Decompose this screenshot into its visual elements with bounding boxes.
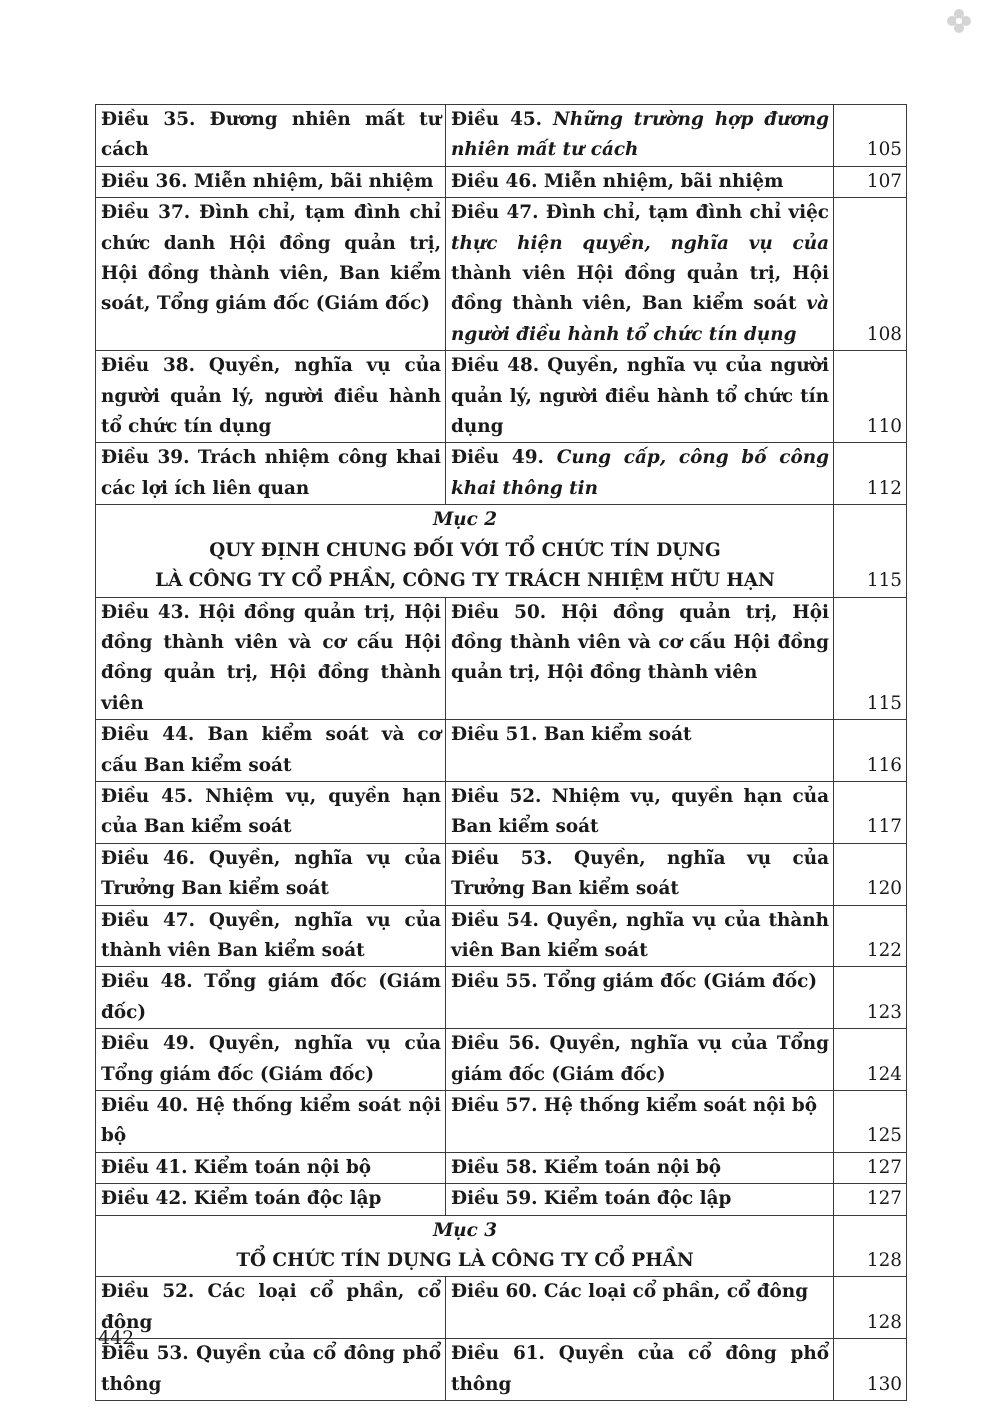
- toc-left-cell: [96, 166, 446, 197]
- toc-right-cell: [446, 1152, 834, 1183]
- article-title: Ban kiểm soát: [537, 724, 692, 746]
- article-title: Đình chỉ, tạm đình chỉ chức danh Hội đồng quản trị, Hội đồng thành viên, Ban kiểm soát, Tổng giám đốc (Giám đốc): [101, 202, 442, 315]
- article-number: Điều 37.: [101, 202, 191, 224]
- article-title: Cung cấp, công bố công khai thông tin: [451, 447, 830, 499]
- toc-right-cell: [446, 1277, 834, 1339]
- toc-row: [96, 166, 907, 197]
- article-title: Kiểm toán độc lập: [187, 1188, 382, 1210]
- article-number: Điều 45.: [101, 785, 194, 807]
- article-title: Hệ thống kiểm soát nội bộ: [101, 1095, 442, 1147]
- article-number: Điều 49.: [451, 447, 544, 469]
- page-ref: 120: [834, 843, 907, 905]
- flower-ornament-icon: [944, 6, 974, 36]
- section-heading: [96, 505, 834, 597]
- article-title: Quyền, nghĩa vụ của Tổng giám đốc (Giám đốc): [451, 1033, 829, 1085]
- article-number: Điều 50.: [451, 601, 547, 623]
- article-title: Quyền, nghĩa vụ của Trưởng Ban kiểm soát: [451, 847, 830, 900]
- article-title: Quyền, nghĩa vụ của Tổng giám đốc (Giám đốc): [101, 1033, 441, 1085]
- article-title-amended: và người điều hành tổ chức tín dụng: [451, 293, 829, 345]
- article-number: Điều 47.: [101, 909, 195, 931]
- page-ref: 110: [834, 351, 907, 443]
- article-title: Quyền của cổ đông phổ thông: [451, 1343, 829, 1395]
- article-number: Điều 53.: [101, 1343, 189, 1365]
- toc-left-cell: [96, 198, 446, 351]
- article-number: Điều 35.: [101, 109, 196, 130]
- toc-row: [96, 597, 907, 720]
- toc-row: [96, 443, 907, 505]
- article-title-amended: thực hiện quyền, nghĩa vụ của: [451, 232, 829, 254]
- toc-right-cell: [446, 781, 834, 843]
- toc-right-cell: [446, 843, 834, 905]
- toc-row: [96, 351, 907, 443]
- article-title: Kiểm toán nội bộ: [537, 1156, 722, 1178]
- article-title: Kiểm toán nội bộ: [187, 1156, 372, 1178]
- page-ref: 105: [834, 105, 907, 167]
- article-title: Tổng giám đốc (Giám đốc): [101, 971, 442, 1023]
- article-number: Điều 44.: [101, 724, 195, 746]
- page-ref: 108: [834, 198, 907, 351]
- article-title: Các loại cổ phần, cổ đông: [537, 1281, 809, 1303]
- toc-right-cell: [446, 166, 834, 197]
- article-title: Đương nhiên mất tư cách: [101, 109, 441, 161]
- article-number: Điều 36.: [101, 170, 188, 192]
- article-number: Điều 48.: [451, 355, 540, 377]
- article-number: Điều 41.: [101, 1156, 188, 1178]
- article-number: Điều 54.: [451, 909, 539, 931]
- toc-row: [96, 905, 907, 967]
- article-number: Điều 38.: [101, 355, 195, 377]
- article-number: Điều 52.: [451, 785, 542, 807]
- toc-row: [96, 198, 907, 351]
- toc-right-cell: [446, 1339, 834, 1401]
- article-number: Điều 56.: [451, 1033, 541, 1055]
- page-ref: 115: [834, 597, 907, 720]
- page-ref: 112: [834, 443, 907, 505]
- article-title: Tổng giám đốc (Giám đốc): [537, 971, 818, 993]
- page-ref: 124: [834, 1029, 907, 1091]
- page-ref: 122: [834, 905, 907, 967]
- article-title: Các loại cổ phần, cổ đông: [101, 1281, 441, 1333]
- toc-row: [96, 1339, 907, 1401]
- article-number: Điều 43.: [101, 601, 190, 623]
- section-heading-row: [96, 1215, 907, 1277]
- article-title: Trách nhiệm công khai các lợi ích liên quan: [101, 447, 442, 499]
- page-ref: 115: [834, 505, 907, 597]
- article-number: Điều 45.: [451, 109, 543, 130]
- toc-row: [96, 843, 907, 905]
- article-number: Điều 40.: [101, 1095, 189, 1116]
- page-ref: 128: [834, 1277, 907, 1339]
- toc-row: [96, 105, 907, 167]
- article-title: Nhiệm vụ, quyền hạn của Ban kiểm soát: [451, 785, 829, 838]
- toc-left-cell: [96, 1184, 446, 1215]
- article-number: Điều 51.: [451, 724, 538, 746]
- toc-right-cell: [446, 105, 834, 167]
- toc-row: [96, 1152, 907, 1183]
- toc-left-cell: [96, 1277, 446, 1339]
- article-number: Điều 53.: [451, 847, 553, 869]
- toc-right-cell: [446, 720, 834, 782]
- toc-right-cell: [446, 967, 834, 1029]
- article-title: Miễn nhiệm, bãi nhiệm: [187, 170, 434, 192]
- article-number: Điều 55.: [451, 971, 538, 993]
- toc-row: [96, 1184, 907, 1215]
- article-number: Điều 48.: [101, 971, 193, 993]
- page-number: 442: [98, 1327, 135, 1349]
- article-number: Điều 61.: [451, 1343, 545, 1365]
- toc-right-cell: [446, 1091, 834, 1153]
- page-ref: 128: [834, 1215, 907, 1277]
- toc-right-cell: [446, 1029, 834, 1091]
- article-title: Hệ thống kiểm soát nội bộ: [537, 1095, 818, 1116]
- section-title-line: TỔ CHỨC TÍN DỤNG LÀ CÔNG TY CỔ PHẦN: [236, 1250, 694, 1272]
- article-title: Ban kiểm soát và cơ cấu Ban kiểm soát: [101, 724, 441, 776]
- toc-left-cell: [96, 1152, 446, 1183]
- toc-right-cell: [446, 905, 834, 967]
- article-number: Điều 39.: [101, 447, 190, 469]
- article-title: Quyền của cổ đông phổ thông: [101, 1343, 442, 1395]
- toc-left-cell: [96, 720, 446, 782]
- article-title: Miễn nhiệm, bãi nhiệm: [537, 170, 784, 192]
- article-title: Quyền, nghĩa vụ của Trưởng Ban kiểm soát: [101, 847, 441, 900]
- toc-row: [96, 1091, 907, 1153]
- section-label: Mục 2: [432, 509, 498, 531]
- article-title: Quyền, nghĩa vụ của thành viên Ban kiểm soát: [451, 909, 829, 961]
- article-number: Điều 58.: [451, 1156, 538, 1178]
- page-ref: 107: [834, 166, 907, 197]
- article-number: Điều 59.: [451, 1188, 538, 1210]
- toc-left-cell: [96, 1339, 446, 1401]
- article-number: Điều 42.: [101, 1188, 188, 1210]
- page-ref: 123: [834, 967, 907, 1029]
- article-title: Quyền, nghĩa vụ của người quản lý, người điều hành tổ chức tín dụng: [101, 355, 441, 438]
- toc-left-cell: [96, 843, 446, 905]
- toc-row: [96, 1029, 907, 1091]
- page-ref: 127: [834, 1152, 907, 1183]
- section-heading: [96, 1215, 834, 1277]
- toc-row: [96, 1277, 907, 1339]
- article-title: Kiểm toán độc lập: [537, 1188, 732, 1210]
- toc-right-cell: [446, 198, 834, 351]
- toc-right-cell: [446, 597, 834, 720]
- article-number: Điều 49.: [101, 1033, 195, 1055]
- toc-row: [96, 967, 907, 1029]
- article-title-part: Đình chỉ, tạm đình chỉ việc: [538, 202, 830, 224]
- article-title: Nhiệm vụ, quyền hạn của Ban kiểm soát: [101, 785, 441, 838]
- toc-left-cell: [96, 1091, 446, 1153]
- article-title: Quyền, nghĩa vụ của người quản lý, người điều hành tổ chức tín dụng: [451, 355, 829, 438]
- toc-right-cell: [446, 1184, 834, 1215]
- toc-left-cell: [96, 351, 446, 443]
- article-number: Điều 46.: [451, 170, 538, 192]
- toc-left-cell: [96, 905, 446, 967]
- toc-table: [95, 104, 907, 1401]
- section-title-line: QUY ĐỊNH CHUNG ĐỐI VỚI TỔ CHỨC TÍN DỤNG: [209, 539, 721, 561]
- article-number: Điều 46.: [101, 847, 195, 869]
- toc-left-cell: [96, 443, 446, 505]
- article-title: Hội đồng quản trị, Hội đồng thành viên và cơ cấu Hội đồng quản trị, Hội đồng thành viên: [451, 601, 829, 684]
- section-title-line: LÀ CÔNG TY CỔ PHẦN, CÔNG TY TRÁCH NHIỆM HỮU HẠN: [155, 570, 775, 592]
- toc-row: [96, 720, 907, 782]
- article-title: Hội đồng quản trị, Hội đồng thành viên và cơ cấu Hội đồng quản trị, Hội đồng thành viên: [101, 601, 442, 714]
- page-ref: 125: [834, 1091, 907, 1153]
- article-number: Điều 47.: [451, 202, 539, 224]
- toc-left-cell: [96, 967, 446, 1029]
- toc-left-cell: [96, 597, 446, 720]
- article-number: Điều 60.: [451, 1281, 538, 1303]
- toc-left-cell: [96, 105, 446, 167]
- page-ref: 116: [834, 720, 907, 782]
- article-title: Những trường hợp đương nhiên mất tư cách: [451, 109, 829, 161]
- page-ref: 127: [834, 1184, 907, 1215]
- article-title-part: thành viên Hội đồng quản trị, Hội đồng thành viên, Ban kiểm soát: [451, 263, 829, 315]
- article-number: Điều 52.: [101, 1281, 195, 1303]
- article-number: Điều 57.: [451, 1095, 538, 1116]
- toc-left-cell: [96, 1029, 446, 1091]
- page-ref: 117: [834, 781, 907, 843]
- toc-right-cell: [446, 443, 834, 505]
- article-title: Quyền, nghĩa vụ của thành viên Ban kiểm soát: [101, 909, 441, 961]
- toc-left-cell: [96, 781, 446, 843]
- toc-row: [96, 781, 907, 843]
- section-label: Mục 3: [432, 1219, 498, 1241]
- page-ref: 130: [834, 1339, 907, 1401]
- toc-right-cell: [446, 351, 834, 443]
- section-heading-row: [96, 505, 907, 597]
